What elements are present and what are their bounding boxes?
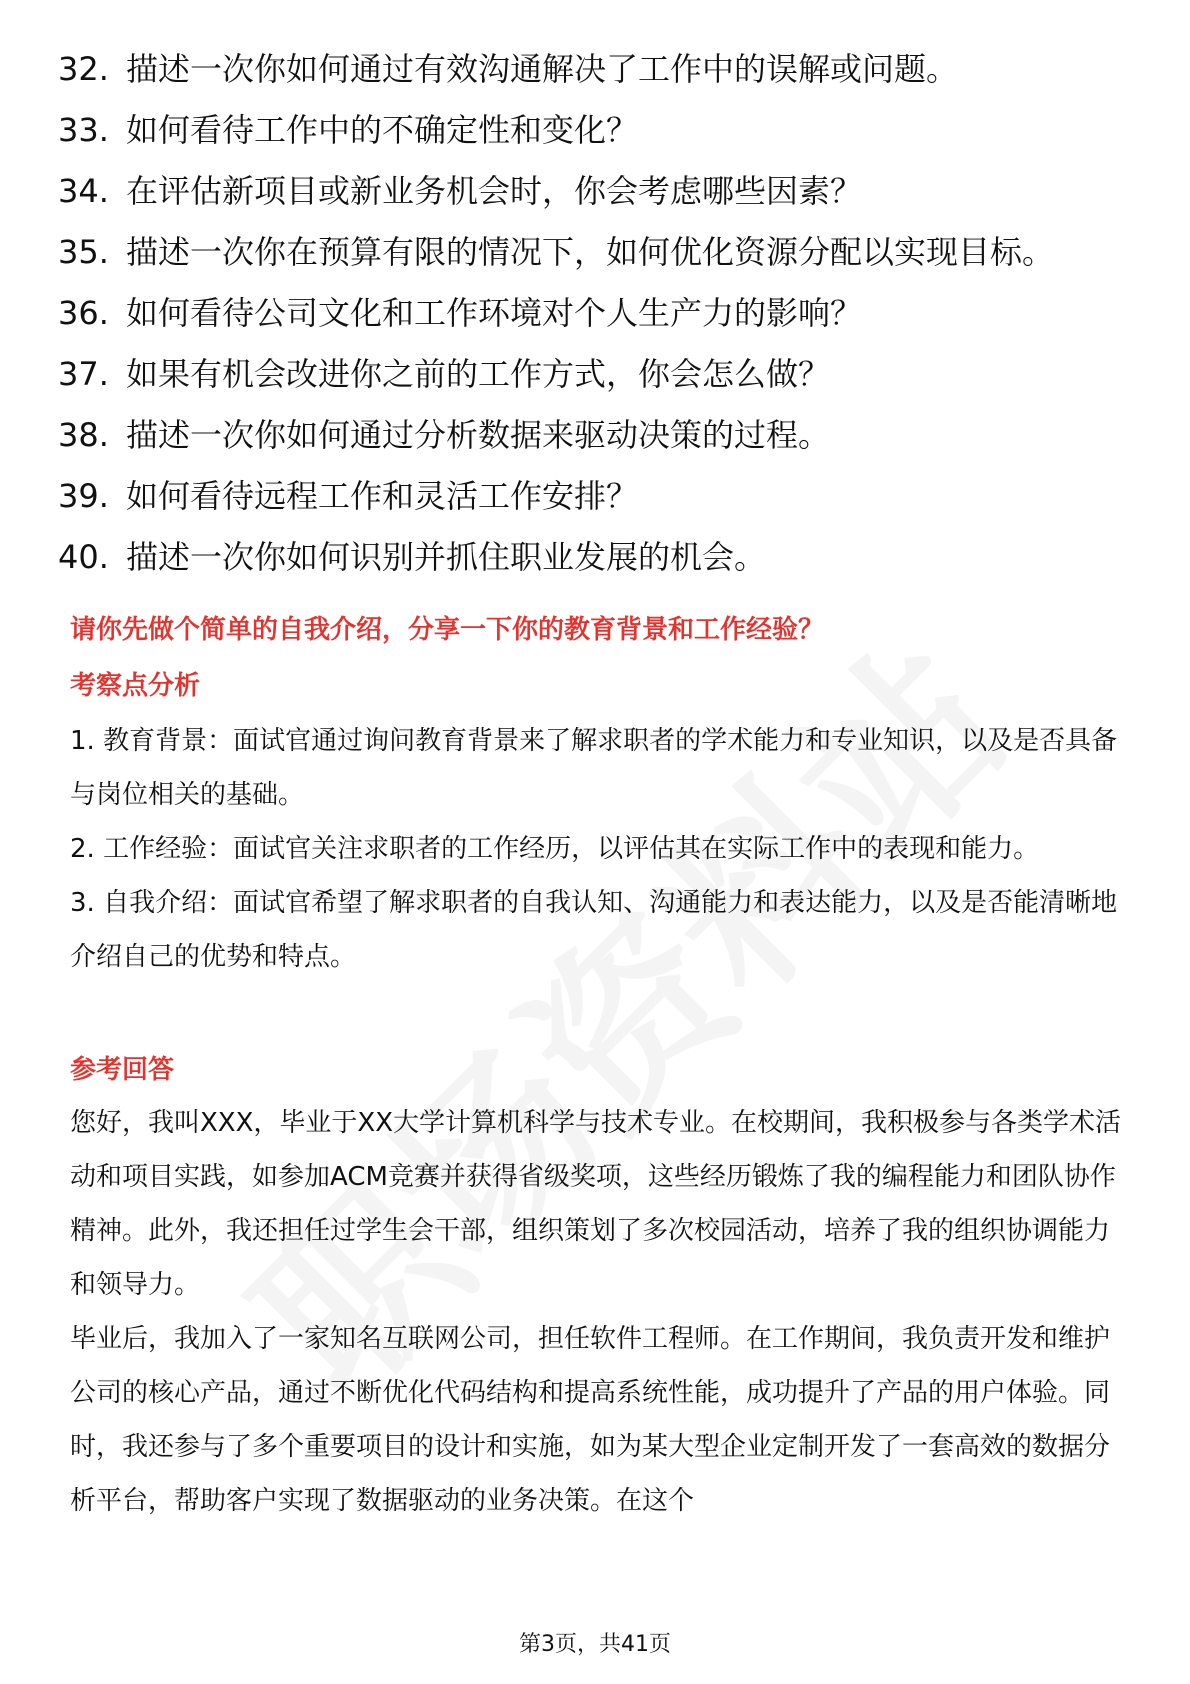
- question-text: 描述一次你如何识别并抓住职业发展的机会。: [126, 538, 767, 576]
- question-text: 如果有机会改进你之前的工作方式，你会怎么做？: [126, 355, 831, 393]
- list-item: [58, 292, 1138, 335]
- page-footer: 第3页，共41页: [519, 1632, 671, 1657]
- list-item: [58, 109, 1138, 152]
- question-number: 40.: [58, 538, 109, 576]
- question-number: 38.: [58, 416, 109, 454]
- featured-question-section: [70, 612, 1130, 648]
- answer-section: [70, 1052, 1130, 1528]
- analysis-heading: 考察点分析: [70, 671, 201, 701]
- question-number: 34.: [58, 172, 109, 210]
- list-item: [58, 170, 1138, 213]
- question-number: 32.: [58, 50, 109, 88]
- question-text: 如何看待工作中的不确定性和变化？: [126, 111, 639, 149]
- question-text: 描述一次你如何通过有效沟通解决了工作中的误解或问题。: [126, 50, 959, 88]
- analysis-point: 3. 自我介绍：面试官希望了解求职者的自我认知、沟通能力和表达能力，以及是否能清晰地介绍自己的优势和特点。: [70, 888, 1118, 972]
- question-number: 36.: [58, 294, 109, 332]
- question-text: 如何看待公司文化和工作环境对个人生产力的影响？: [126, 294, 863, 332]
- list-item: [58, 231, 1138, 274]
- question-text: 如何看待远程工作和灵活工作安排？: [126, 477, 639, 515]
- analysis-point: 2. 工作经验：面试官关注求职者的工作经历，以评估其在实际工作中的表现和能力。: [70, 834, 1040, 864]
- featured-question: 请你先做个简单的自我介绍，分享一下你的教育背景和工作经验？: [70, 615, 825, 645]
- question-text: 描述一次你如何通过分析数据来驱动决策的过程。: [126, 416, 831, 454]
- answer-paragraph: 您好，我叫XXX，毕业于XX大学计算机科学与技术专业。在校期间，我积极参与各类学术活动和项目实践，如参加ACM竞赛并获得省级奖项，这些经历锻炼了我的编程能力和团队协作精神。此外，我还担任过学生会干部，组织策划了多次校园活动，培养了我的组织协调能力和领导力。: [70, 1108, 1122, 1300]
- question-number: 37.: [58, 355, 109, 393]
- question-number: 35.: [58, 233, 109, 271]
- list-item: [58, 414, 1138, 457]
- list-item: [58, 475, 1138, 518]
- list-item: [58, 48, 1138, 91]
- list-item: [58, 353, 1138, 396]
- question-number: 39.: [58, 477, 109, 515]
- analysis-point: 1. 教育背景：面试官通过询问教育背景来了解求职者的学术能力和专业知识，以及是否具备与岗位相关的基础。: [70, 726, 1118, 810]
- question-list: [58, 48, 1138, 597]
- answer-paragraph: 毕业后，我加入了一家知名互联网公司，担任软件工程师。在工作期间，我负责开发和维护公司的核心产品，通过不断优化代码结构和提高系统性能，成功提升了产品的用户体验。同时，我还参与了多个重要项目的设计和实施，如为某大型企业定制开发了一套高效的数据分析平台，帮助客户实现了数据驱动的业务决策。在这个: [70, 1324, 1111, 1516]
- question-text: 描述一次你在预算有限的情况下，如何优化资源分配以实现目标。: [126, 233, 1055, 271]
- list-item: [58, 536, 1138, 579]
- question-text: 在评估新项目或新业务机会时，你会考虑哪些因素？: [126, 172, 863, 210]
- question-number: 33.: [58, 111, 109, 149]
- answer-heading: 参考回答: [70, 1055, 175, 1085]
- analysis-section: [70, 668, 1130, 984]
